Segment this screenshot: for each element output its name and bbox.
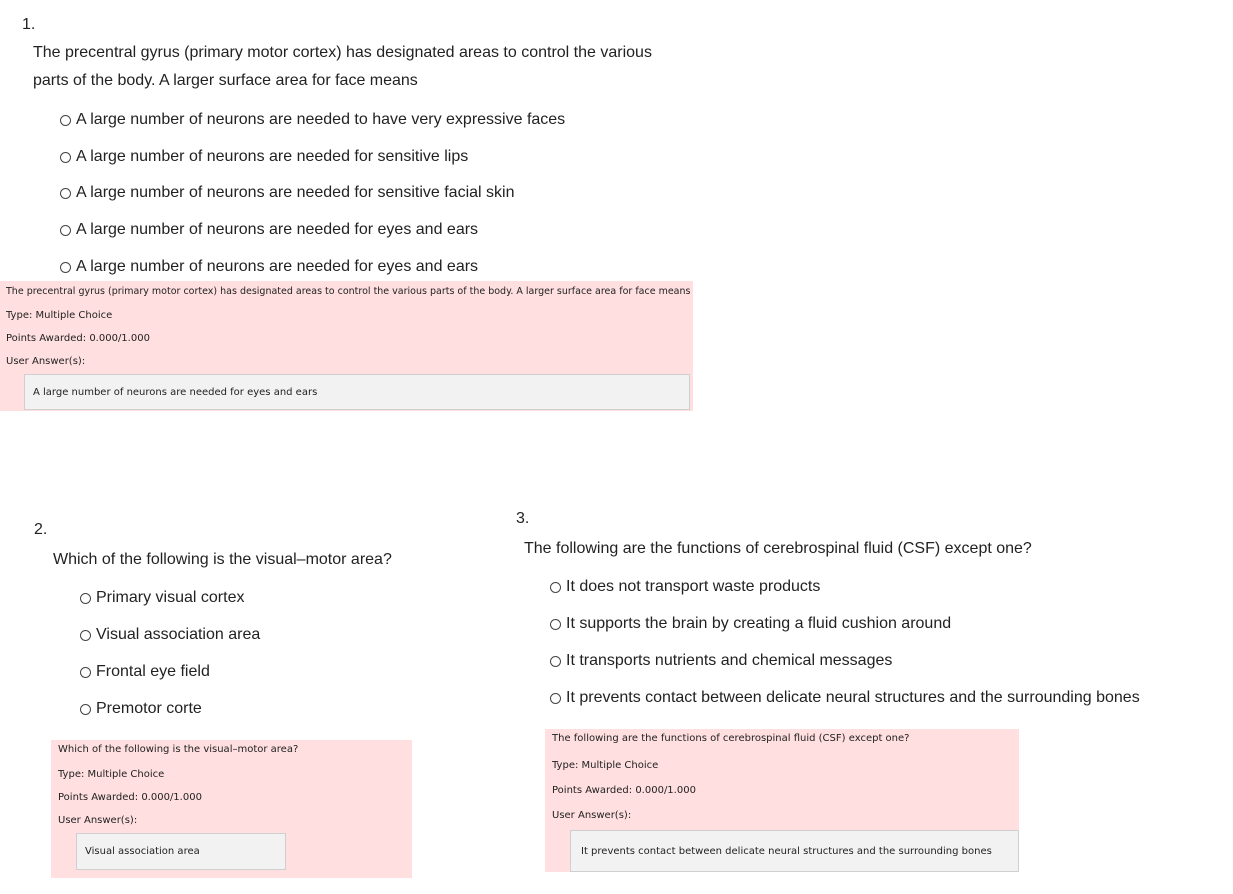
radio-button[interactable] — [60, 188, 71, 199]
result-type — [58, 769, 164, 780]
question-2-text: Which of the following is the visual–motor area? — [53, 551, 392, 568]
type-label: Type: — [58, 769, 85, 780]
result-question-text: Which of the following is the visual–motor area? — [58, 744, 299, 755]
question-3-option-1[interactable] — [550, 578, 820, 596]
option-label: A large number of neurons are needed for sensitive lips — [76, 148, 469, 165]
user-answer-label: User Answer(s): — [58, 815, 138, 826]
question-2-option-3[interactable] — [80, 663, 210, 681]
result-points — [58, 792, 202, 803]
user-answer-text: Visual association area — [85, 846, 200, 857]
option-label: Visual association area — [96, 626, 261, 643]
radio-button[interactable] — [550, 582, 561, 593]
question-2-option-2[interactable] — [80, 626, 260, 644]
user-answer-box — [24, 374, 690, 410]
option-label: It prevents contact between delicate neural structures and the surrounding bones — [566, 689, 1140, 706]
result-points — [552, 785, 696, 796]
user-answer-box — [76, 833, 286, 870]
option-label: Primary visual cortex — [96, 589, 245, 606]
type-value: Multiple Choice — [581, 760, 659, 771]
option-label: Frontal eye field — [96, 663, 210, 680]
user-answer-box — [570, 830, 1019, 872]
points-label: Points Awarded: — [552, 785, 633, 796]
question-3-option-2[interactable] — [550, 615, 951, 633]
user-answer-text: A large number of neurons are needed for eyes and ears — [33, 386, 318, 398]
radio-button[interactable] — [550, 693, 561, 704]
radio-button[interactable] — [550, 656, 561, 667]
type-label: Type: — [6, 310, 33, 321]
points-value: 0.000/1.000 — [141, 792, 202, 803]
radio-button[interactable] — [60, 262, 71, 273]
question-1-text-line2: parts of the body. A larger surface area for face means — [33, 72, 418, 89]
option-label: A large number of neurons are needed to have very expressive faces — [76, 111, 566, 128]
points-label: Points Awarded: — [6, 333, 87, 344]
option-label: A large number of neurons are needed for sensitive facial skin — [76, 184, 515, 201]
option-label: A large number of neurons are needed for eyes and ears — [76, 258, 479, 275]
question-2-option-4[interactable] — [80, 700, 202, 718]
radio-button[interactable] — [80, 593, 91, 604]
radio-button[interactable] — [80, 667, 91, 678]
option-label: A large number of neurons are needed for eyes and ears — [76, 221, 479, 238]
radio-button[interactable] — [60, 115, 71, 126]
result-points — [6, 333, 150, 344]
type-label: Type: — [552, 760, 579, 771]
points-value: 0.000/1.000 — [635, 785, 696, 796]
question-3-option-3[interactable] — [550, 652, 892, 670]
radio-button[interactable] — [80, 630, 91, 641]
option-label: It does not transport waste products — [566, 578, 821, 595]
question-2-result-panel — [51, 740, 412, 878]
question-1-text-line1: The precentral gyrus (primary motor cortex) has designated areas to control the various — [33, 44, 652, 61]
type-value: Multiple Choice — [87, 769, 165, 780]
points-label: Points Awarded: — [58, 792, 139, 803]
radio-button[interactable] — [80, 704, 91, 715]
radio-button[interactable] — [60, 152, 71, 163]
points-value: 0.000/1.000 — [89, 333, 150, 344]
result-question-text: The following are the functions of cerebrospinal fluid (CSF) except one? — [552, 733, 910, 744]
question-3-result-panel — [545, 729, 1019, 872]
question-1-option-2[interactable] — [60, 148, 468, 166]
user-answer-label: User Answer(s): — [552, 810, 632, 821]
question-1-option-4[interactable] — [60, 221, 478, 239]
question-2-option-1[interactable] — [80, 589, 244, 607]
option-label: It transports nutrients and chemical messages — [566, 652, 893, 669]
user-answer-label: User Answer(s): — [6, 356, 86, 367]
question-3-number: 3. — [516, 510, 530, 527]
result-type — [6, 310, 112, 321]
result-type — [552, 760, 658, 771]
option-label: It supports the brain by creating a fluid cushion around — [566, 615, 952, 632]
question-1-option-3[interactable] — [60, 184, 514, 202]
radio-button[interactable] — [550, 619, 561, 630]
result-question-text: The precentral gyrus (primary motor cortex) has designated areas to control the various parts of the body. A larger surface area for face means — [6, 286, 691, 297]
radio-button[interactable] — [60, 225, 71, 236]
question-1-text — [33, 39, 713, 95]
question-1-option-1[interactable] — [60, 111, 565, 129]
question-1-result-panel — [0, 281, 693, 411]
option-label: Premotor corte — [96, 700, 202, 717]
user-answer-text: It prevents contact between delicate neural structures and the surrounding bones — [581, 845, 992, 857]
type-value: Multiple Choice — [35, 310, 113, 321]
question-2-number: 2. — [34, 521, 48, 538]
question-3-text: The following are the functions of cerebrospinal fluid (CSF) except one? — [524, 540, 1032, 557]
question-1-number: 1. — [22, 16, 36, 33]
question-3-option-4[interactable] — [550, 689, 1140, 707]
question-1-option-5[interactable] — [60, 258, 478, 276]
